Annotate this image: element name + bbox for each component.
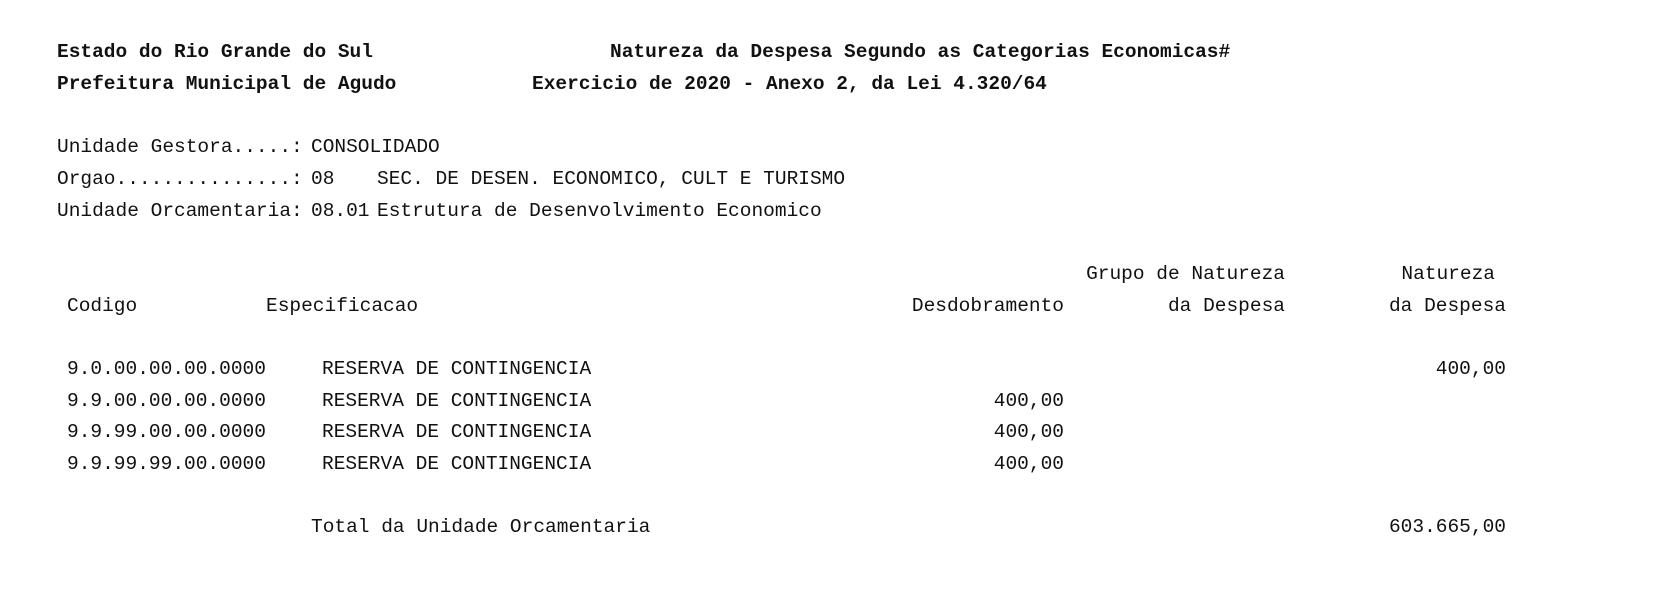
table-row-desdobramento: 400,00 — [993, 390, 1064, 412]
table-row-codigo: 9.0.00.00.00.0000 — [67, 358, 266, 380]
header-grupo-line1: Grupo de Natureza — [1086, 263, 1285, 285]
unidade-gestora-label: Unidade Gestora.....: — [57, 136, 303, 158]
table-row-especificacao: RESERVA DE CONTINGENCIA — [322, 390, 592, 412]
unidade-orcamentaria-code: 08.01 — [311, 200, 370, 222]
table-row-desdobramento: 400,00 — [993, 421, 1064, 443]
header-desdobramento: Desdobramento — [911, 295, 1064, 317]
table-row-natureza: 400,00 — [1435, 358, 1506, 380]
table-row-especificacao: RESERVA DE CONTINGENCIA — [322, 358, 592, 380]
header-natureza-line1: Natureza — [1401, 263, 1495, 285]
orgao-code: 08 — [311, 168, 335, 190]
report-subtitle: Exercicio de 2020 - Anexo 2, da Lei 4.320/64 — [532, 73, 1047, 95]
table-row-desdobramento: 400,00 — [993, 453, 1064, 475]
orgao-label: Orgao...............: — [57, 168, 303, 190]
header-codigo: Codigo — [67, 295, 138, 317]
header-grupo-line2: da Despesa — [1167, 295, 1285, 317]
unidade-orcamentaria-name: Estrutura de Desenvolvimento Economico — [377, 200, 822, 222]
state-name: Estado do Rio Grande do Sul — [57, 41, 373, 63]
unidade-orcamentaria-label: Unidade Orcamentaria: — [57, 200, 303, 222]
header-especificacao: Especificacao — [266, 295, 419, 317]
table-row-codigo: 9.9.00.00.00.0000 — [67, 390, 266, 412]
orgao-name: SEC. DE DESEN. ECONOMICO, CULT E TURISMO — [377, 168, 846, 190]
table-row-especificacao: RESERVA DE CONTINGENCIA — [322, 421, 592, 443]
table-row-especificacao: RESERVA DE CONTINGENCIA — [322, 453, 592, 475]
table-row-codigo: 9.9.99.99.00.0000 — [67, 453, 266, 475]
header-natureza-line2: da Despesa — [1388, 295, 1506, 317]
total-label: Total da Unidade Orcamentaria — [311, 516, 651, 538]
total-value: 603.665,00 — [1388, 516, 1506, 538]
municipality-name: Prefeitura Municipal de Agudo — [57, 73, 397, 95]
report-title: Natureza da Despesa Segundo as Categorias Economicas# — [610, 41, 1231, 63]
unidade-gestora-value: CONSOLIDADO — [311, 136, 440, 158]
table-row-codigo: 9.9.99.00.00.0000 — [67, 421, 266, 443]
